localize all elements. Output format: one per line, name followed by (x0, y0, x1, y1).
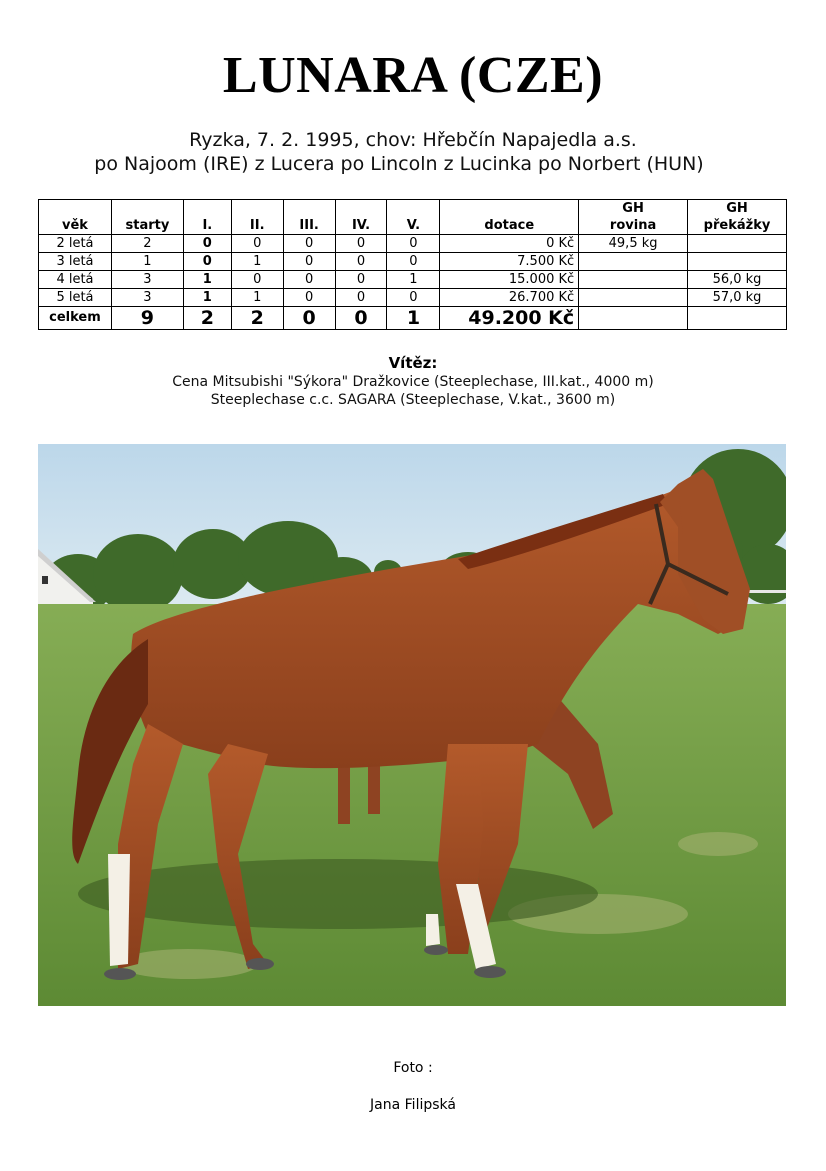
cell-i: 1 (183, 271, 231, 289)
col-header-vek: věk (39, 200, 112, 235)
cell-total-gh-rovina (579, 307, 688, 330)
cell-dotace: 0 Kč (440, 235, 579, 253)
cell-total-i: 2 (183, 307, 231, 330)
col-header-dotace: dotace (440, 200, 579, 235)
table-row (39, 289, 787, 307)
cell-v: 1 (387, 271, 440, 289)
cell-v: 0 (387, 235, 440, 253)
pedigree-info: po Najoom (IRE) z Lucera po Lincoln z Lucinka po Norbert (HUN) (94, 153, 704, 175)
cell-gh-prekazky: 57,0 kg (687, 289, 786, 307)
cell-vek: 4 letá (39, 271, 112, 289)
cell-v: 0 (387, 289, 440, 307)
breeding-info: Ryzka, 7. 2. 1995, chov: Hřebčín Napajedla a.s. (189, 129, 637, 151)
col-header-i: I. (183, 200, 231, 235)
cell-starty: 3 (111, 289, 183, 307)
winner-heading: Vítěz: (388, 354, 438, 372)
cell-i: 0 (183, 235, 231, 253)
cell-gh-prekazky (687, 253, 786, 271)
photo-credit-label: Foto : (393, 1060, 433, 1076)
horse-photo (38, 444, 786, 1006)
cell-dotace: 15.000 Kč (440, 271, 579, 289)
cell-dotace: 26.700 Kč (440, 289, 579, 307)
table-row (39, 253, 787, 271)
cell-iv: 0 (335, 253, 387, 271)
col-header-ii: II. (231, 200, 283, 235)
col-header-gh-prekazky (687, 200, 786, 235)
gh-rovina-line2: rovina (609, 218, 657, 233)
table-row (39, 235, 787, 253)
cell-gh-rovina (579, 289, 688, 307)
cell-total-gh-prekazky (687, 307, 786, 330)
cell-total-label: celkem (39, 307, 112, 330)
col-header-v: V. (387, 200, 440, 235)
table-row (39, 271, 787, 289)
cell-v: 0 (387, 253, 440, 271)
cell-total-v: 1 (387, 307, 440, 330)
cell-total-ii: 2 (231, 307, 283, 330)
winner-race: Steeplechase c.c. SAGARA (Steeplechase, V.kat., 3600 m) (210, 392, 616, 408)
cell-total-starty: 9 (111, 307, 183, 330)
col-header-gh-rovina (579, 200, 688, 235)
cell-starty: 3 (111, 271, 183, 289)
cell-iv: 0 (335, 271, 387, 289)
cell-iii: 0 (283, 271, 335, 289)
cell-total-iv: 0 (335, 307, 387, 330)
cell-ii: 0 (231, 271, 283, 289)
col-header-iv: IV. (335, 200, 387, 235)
cell-iii: 0 (283, 235, 335, 253)
col-header-starty: starty (111, 200, 183, 235)
cell-iii: 0 (283, 253, 335, 271)
cell-i: 1 (183, 289, 231, 307)
gh-prekazky-line1: GH (726, 201, 748, 216)
cell-gh-rovina (579, 271, 688, 289)
cell-ii: 1 (231, 289, 283, 307)
gh-rovina-line1: GH (622, 201, 644, 216)
cell-gh-rovina: 49,5 kg (579, 235, 688, 253)
cell-total-iii: 0 (283, 307, 335, 330)
cell-vek: 3 letá (39, 253, 112, 271)
cell-ii: 1 (231, 253, 283, 271)
table-total-row (39, 307, 787, 330)
cell-gh-prekazky (687, 235, 786, 253)
winner-race: Cena Mitsubishi "Sýkora" Dražkovice (Steeplechase, III.kat., 4000 m) (172, 374, 654, 390)
col-header-iii: III. (283, 200, 335, 235)
cell-starty: 1 (111, 253, 183, 271)
cell-iii: 0 (283, 289, 335, 307)
cell-i: 0 (183, 253, 231, 271)
gh-prekazky-line2: překážky (703, 218, 771, 233)
cell-starty: 2 (111, 235, 183, 253)
table-header-row (39, 200, 787, 235)
race-stats-table (38, 199, 787, 330)
cell-gh-rovina (579, 253, 688, 271)
cell-gh-prekazky: 56,0 kg (687, 271, 786, 289)
cell-dotace: 7.500 Kč (440, 253, 579, 271)
photo-credit-name: Jana Filipská (370, 1097, 456, 1113)
cell-iv: 0 (335, 235, 387, 253)
cell-vek: 2 letá (39, 235, 112, 253)
cell-iv: 0 (335, 289, 387, 307)
cell-total-dotace: 49.200 Kč (440, 307, 579, 330)
cell-ii: 0 (231, 235, 283, 253)
horse-title: LUNARA (CZE) (222, 47, 604, 104)
cell-vek: 5 letá (39, 289, 112, 307)
